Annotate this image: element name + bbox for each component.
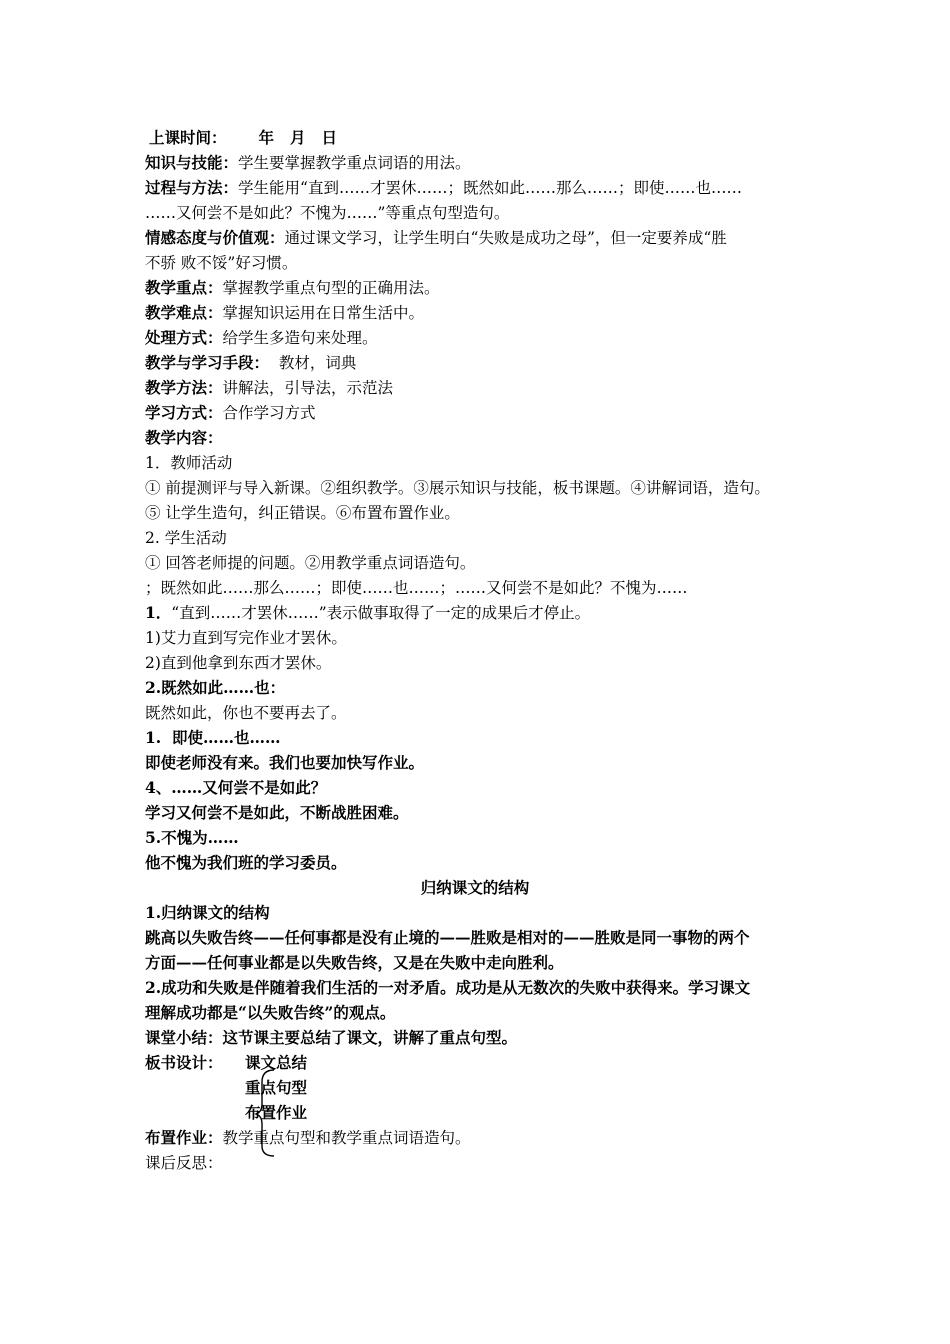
- attitude-row: [145, 228, 727, 248]
- pattern-2-example: 既然如此，你也不要再去了。: [145, 704, 347, 722]
- teacher-line-2: ⑤ 让学生造句，纠正错误。⑥布置布置作业。: [145, 504, 460, 522]
- info-text: 给学生多造句来处理。: [222, 329, 378, 347]
- info-label: 教学与学习手段：: [145, 353, 270, 372]
- info-row-handling: [145, 328, 378, 348]
- homework-label: 布置作业：: [145, 1128, 223, 1147]
- pattern-3-title: 1. 即使……也……: [145, 728, 281, 747]
- info-row-content: [145, 428, 223, 448]
- teacher-heading: 1．教师活动: [145, 454, 233, 472]
- teacher-line-1: ① 前提测评与导入新课。②组织教学。③展示知识与技能，板书课题。④讲解词语，造句。: [145, 479, 770, 497]
- process-row: [145, 178, 742, 198]
- structure-2-line-2: 理解成功都是“以失败告终”的观点。: [145, 1003, 396, 1022]
- reflection-label: 课后反思：: [145, 1154, 223, 1172]
- day-label: 日: [321, 128, 338, 147]
- pattern-4-title: 4、……又何尝不是如此？: [145, 778, 327, 797]
- board-item: 重点句型: [245, 1078, 308, 1097]
- info-text: 掌握教学重点句型的正确用法。: [222, 279, 440, 297]
- structure-1-line-1: 跳高以失败告终——任何事都是没有止境的——胜败是相对的——胜败是同一事物的两个: [145, 928, 750, 947]
- pattern-2-title: 2.既然如此……也：: [145, 678, 286, 697]
- info-label: 教学方法：: [145, 378, 223, 397]
- info-text: 合作学习方式: [222, 404, 316, 422]
- pattern-1-example-1: 1)艾力直到写完作业才罢休。: [145, 629, 347, 647]
- attitude-text-1: 通过课文学习，让学生明白“失败是成功之母”，但一定要养成“胜: [284, 229, 727, 247]
- class-summary: 课堂小结：这节课主要总结了课文，讲解了重点句型。: [145, 1028, 518, 1047]
- structure-1-title: 1.归纳课文的结构: [145, 903, 270, 922]
- pattern-5-title: 5.不愧为……: [145, 828, 239, 847]
- structure-center-title: 归纳课文的结构: [420, 878, 530, 897]
- info-label: 学习方式：: [145, 403, 223, 422]
- knowledge-label: 知识与技能：: [145, 153, 239, 172]
- homework-text: 教学重点句型和教学重点词语造句。: [222, 1129, 471, 1147]
- info-row-means: [145, 353, 356, 373]
- pattern-1-text: “直到……才罢休……”表示做事取得了一定的成果后才停止。: [171, 604, 591, 622]
- student-line-1: ① 回答老师提的问题。②用教学重点词语造句。: [145, 554, 476, 572]
- info-label: 教学内容：: [145, 428, 223, 447]
- process-text-1: 学生能用“直到……才罢休……；既然如此……那么……；即使……也……: [238, 179, 742, 197]
- homework-row: [145, 1128, 471, 1148]
- info-text: 教材，词典: [269, 354, 357, 372]
- board-label: 板书设计：: [145, 1053, 223, 1072]
- info-label: 教学难点：: [145, 303, 223, 322]
- info-row-key-point: [145, 278, 440, 298]
- pattern-1-example-2: 2)直到他拿到东西才罢休。: [145, 654, 332, 672]
- info-text: 掌握知识运用在日常生活中。: [222, 304, 425, 322]
- patterns-summary: ；既然如此……那么……；即使……也……；……又何尝不是如此？不愧为……: [145, 579, 688, 597]
- class-time-label: 上课时间：: [149, 128, 227, 147]
- info-row-method: [145, 378, 393, 398]
- info-label: 处理方式：: [145, 328, 223, 347]
- attitude-text-2: 不骄 败不馁”好习惯。: [145, 254, 298, 272]
- attitude-label: 情感态度与价值观：: [145, 228, 285, 247]
- info-row-learning: [145, 403, 316, 423]
- structure-1-line-2: 方面——任何事业都是以失败告终，又是在失败中走向胜利。: [145, 953, 564, 972]
- student-heading: 2. 学生活动: [145, 529, 227, 547]
- pattern-5-example: 他不愧为我们班的学习委员。: [145, 853, 347, 872]
- info-row-difficulty: [145, 303, 424, 323]
- structure-2-line-1: 2.成功和失败是伴随着我们生活的一对矛盾。成功是从无数次的失败中获得来。学习课文: [145, 978, 751, 997]
- pattern-1-row: [145, 603, 590, 623]
- pattern-3-example: 即使老师没有来。我们也要加快写作业。: [145, 753, 425, 772]
- year-label: 年: [258, 128, 275, 147]
- info-label: 教学重点：: [145, 278, 223, 297]
- process-text-2: ……又何尝不是如此？不愧为……”等重点句型造句。: [145, 204, 510, 222]
- process-label: 过程与方法：: [145, 178, 239, 197]
- month-label: 月: [290, 128, 306, 147]
- board-item: 布置作业: [245, 1103, 308, 1122]
- pattern-1-number: 1．: [145, 603, 172, 622]
- board-item: 课文总结: [245, 1053, 308, 1072]
- info-text: 讲解法，引导法，示范法: [222, 379, 394, 397]
- pattern-4-example: 学习又何尝不是如此，不断战胜困难。: [145, 803, 409, 822]
- knowledge-row: [145, 153, 471, 173]
- class-time-row: [149, 128, 337, 148]
- knowledge-text: 学生要掌握教学重点词语的用法。: [238, 154, 471, 172]
